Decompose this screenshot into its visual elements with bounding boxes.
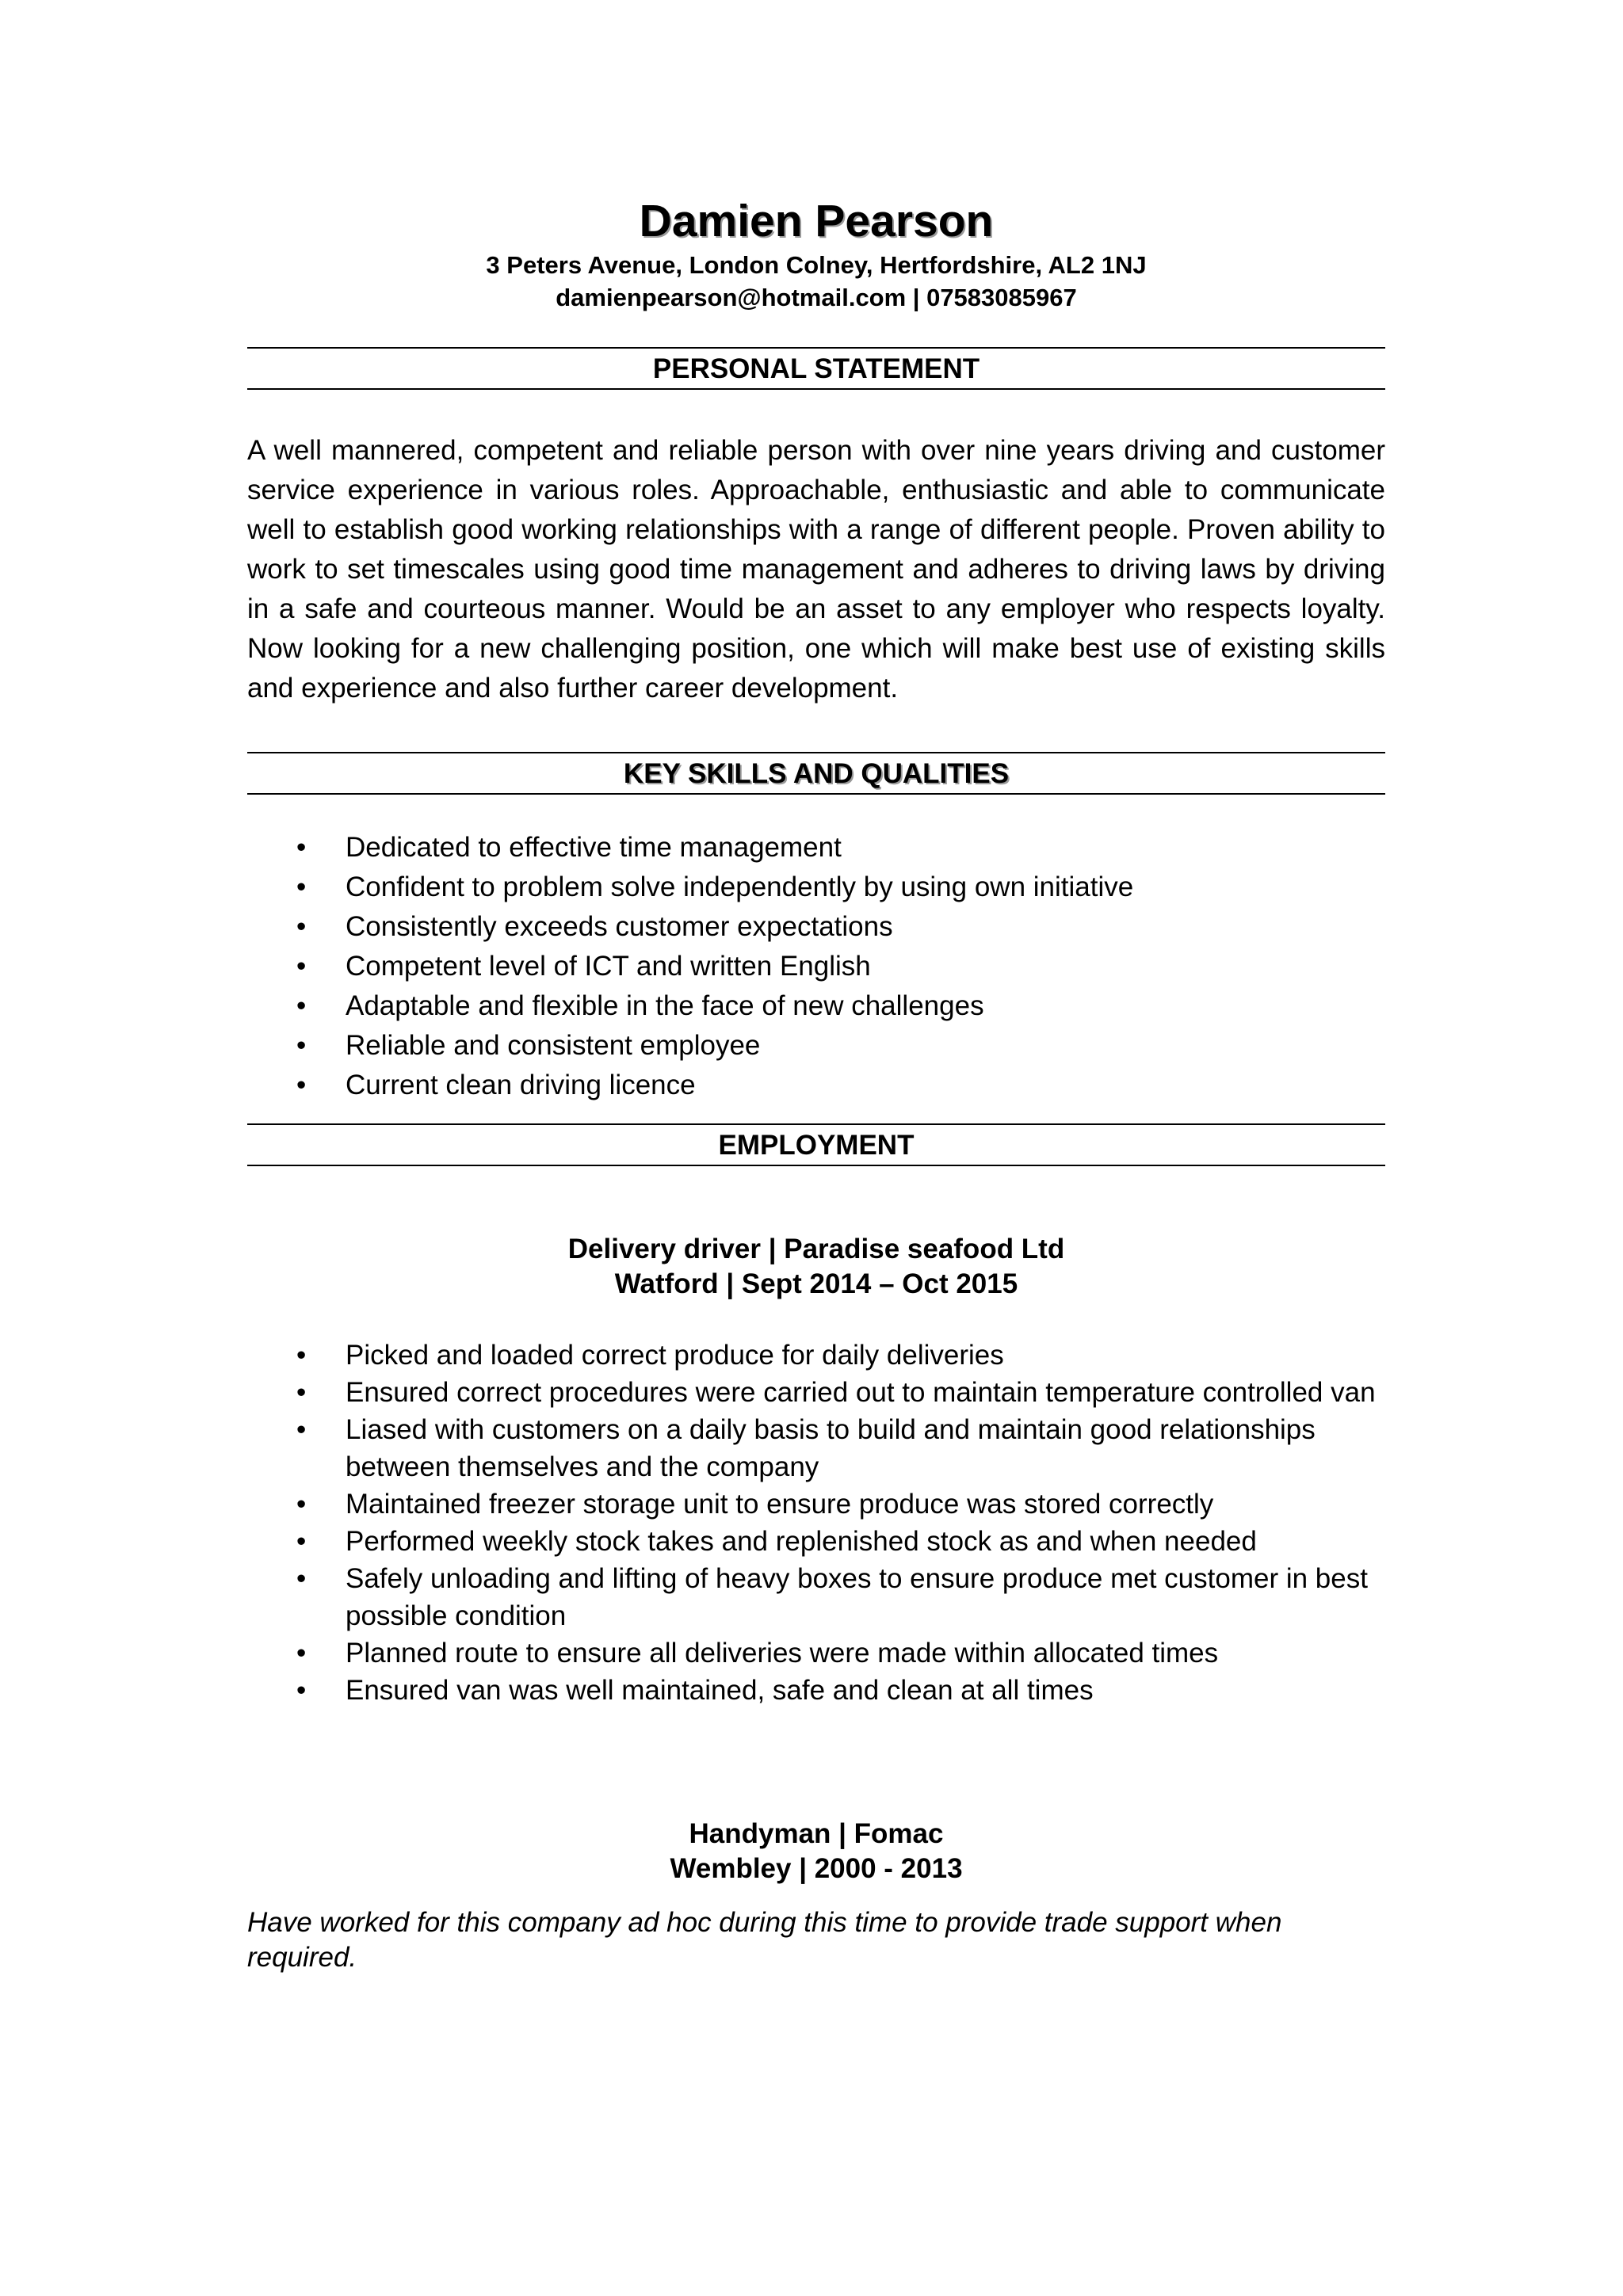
list-item	[247, 1337, 1385, 1374]
job-location-dates: Watford | Sept 2014 – Oct 2015	[614, 1268, 1018, 1299]
bullet-icon: •	[296, 1489, 307, 1520]
skill-text: Competent level of ICT and written English	[346, 951, 871, 982]
bullet-icon: •	[296, 1070, 307, 1100]
job-duties-list	[247, 1337, 1385, 1709]
list-item	[247, 907, 1385, 947]
applicant-name: Damien Pearson	[639, 196, 994, 246]
bullet-icon: •	[296, 1340, 307, 1371]
personal-statement-heading: PERSONAL STATEMENT	[247, 347, 1385, 390]
bullet-icon: •	[296, 1675, 307, 1706]
list-item	[247, 1560, 1385, 1634]
key-skills-list	[247, 828, 1385, 1105]
bullet-icon: •	[296, 871, 307, 902]
list-item	[247, 1411, 1385, 1486]
duty-text: Liased with customers on a daily basis to build and maintain good relationships between themselves and the company	[346, 1414, 1316, 1482]
list-item	[247, 1523, 1385, 1560]
bullet-icon: •	[296, 1414, 307, 1445]
bullet-icon: •	[296, 1030, 307, 1061]
list-item	[247, 868, 1385, 907]
list-item	[247, 986, 1385, 1026]
skill-text: Dedicated to effective time management	[346, 832, 842, 863]
job-title: Handyman | Fomac	[689, 1818, 944, 1849]
duty-text: Maintained freezer storage unit to ensure produce was stored correctly	[346, 1489, 1214, 1520]
list-item	[247, 828, 1385, 868]
key-skills-heading: KEY SKILLS AND QUALITIES	[247, 752, 1385, 795]
job-title: Delivery driver | Paradise seafood Ltd	[567, 1234, 1065, 1264]
duty-text: Safely unloading and lifting of heavy boxes to ensure produce met customer in best possible condition	[346, 1563, 1368, 1631]
bullet-icon: •	[296, 1377, 307, 1408]
bullet-icon: •	[296, 1563, 307, 1594]
list-item	[247, 1672, 1385, 1709]
list-item	[247, 1634, 1385, 1672]
bullet-icon: •	[296, 832, 307, 863]
skill-text: Confident to problem solve independently by using own initiative	[346, 871, 1134, 902]
employment-heading: EMPLOYMENT	[247, 1123, 1385, 1166]
list-item	[247, 1486, 1385, 1523]
list-item	[247, 1026, 1385, 1066]
job-entry-delivery-driver	[247, 1232, 1385, 1709]
bullet-icon: •	[296, 1638, 307, 1669]
skill-text: Current clean driving licence	[346, 1070, 696, 1100]
duty-text: Planned route to ensure all deliveries were made within allocated times	[346, 1638, 1219, 1669]
list-item	[247, 1374, 1385, 1411]
duty-text: Performed weekly stock takes and replenished stock as and when needed	[346, 1526, 1257, 1557]
bullet-icon: •	[296, 911, 307, 942]
skill-text: Reliable and consistent employee	[346, 1030, 761, 1061]
duty-text: Ensured van was well maintained, safe and clean at all times	[346, 1675, 1094, 1706]
list-item	[247, 1066, 1385, 1105]
address-line: 3 Peters Avenue, London Colney, Hertfordshire, AL2 1NJ	[486, 251, 1147, 279]
email-phone-line: damienpearson@hotmail.com | 07583085967	[556, 284, 1077, 311]
list-item	[247, 947, 1385, 986]
bullet-icon: •	[296, 951, 307, 982]
duty-text: Picked and loaded correct produce for daily deliveries	[346, 1340, 1004, 1371]
skill-text: Consistently exceeds customer expectations	[346, 911, 893, 942]
job-entry-handyman	[247, 1817, 1385, 1975]
personal-statement-text: A well mannered, competent and reliable person with over nine years driving and customer service experience in various roles. Approachable, enthusiastic and able to communicate well to establish good working relationships with a range of different people. Proven ability to work to set timescales using good time management and adheres to driving laws by driving in a safe and courteous manner. Would be an asset to any employer who respects loyalty. Now looking for a new challenging position, one which will make best use of existing skills and experience and also further career development.	[247, 435, 1385, 704]
bullet-icon: •	[296, 990, 307, 1021]
skill-text: Adaptable and flexible in the face of new challenges	[346, 990, 984, 1021]
job-note: Have worked for this company ad hoc during this time to provide trade support when required.	[247, 1907, 1282, 1973]
bullet-icon: •	[296, 1526, 307, 1557]
cv-header	[247, 193, 1385, 314]
job-location-dates: Wembley | 2000 - 2013	[670, 1853, 963, 1884]
duty-text: Ensured correct procedures were carried out to maintain temperature controlled van	[346, 1377, 1376, 1408]
cv-document	[247, 193, 1385, 1975]
